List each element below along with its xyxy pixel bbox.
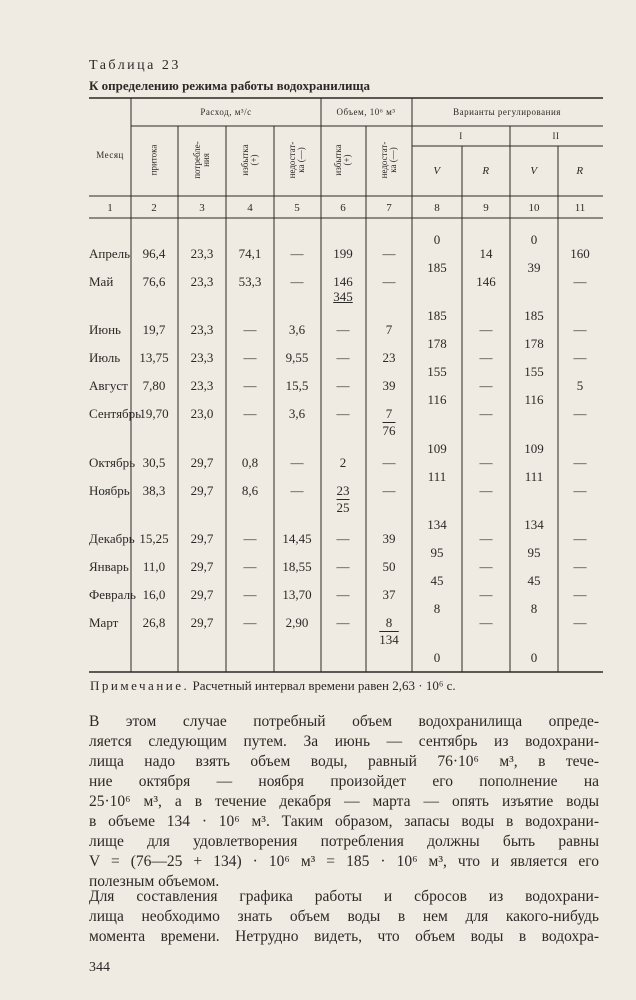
note-text: Расчетный интервал времени равен 2,63 · 10⁶ с. [192,678,456,693]
variant-cell-v1: 111 [427,469,447,484]
column-number: 8 [434,202,440,214]
table-cell-inflow: 19,7 [142,322,166,337]
table-row-month: Февраль [89,587,136,602]
page-number: 344 [89,960,110,975]
header-v1: V [433,165,441,177]
variant-cell-v2: 109 [524,441,544,456]
paragraph-2 [89,887,599,947]
table-cell-deficit: — [290,246,304,261]
variant-cell-r1: — [479,350,493,365]
variant-cell-r2: — [573,531,587,546]
variant-cell-v1: 0 [433,650,441,665]
paragraph-line: В этом случае потребный объем водохранилища опреде- [89,713,599,730]
column-number: 6 [340,202,346,214]
variant-cell-r1: — [479,531,493,546]
table-cell-surplus: — [243,615,257,630]
table-row-month: Октябрь [89,455,136,470]
variant-cell-r2: — [573,274,587,289]
variant-cell-r1: 14 [479,246,493,261]
table-cell-demand: 29,7 [190,587,214,602]
table-cell-surplus: — [243,350,257,365]
table-cell-inflow: 96,4 [142,246,166,261]
variant-cell-r2: — [573,483,587,498]
table-cell-vol-deficit: 50 [382,559,396,574]
column-number: 11 [574,202,586,214]
table-cell-vol-deficit: 7 [385,322,393,337]
table-cell-inflow: 76,6 [142,274,166,289]
header-vol-deficit: недостат- ка (—) [379,141,398,179]
column-number: 5 [294,202,300,214]
table-cell-vol-deficit: 39 [382,531,396,546]
subtotal-345: 345 [333,289,353,304]
variant-cell-r2: — [573,587,587,602]
note-label: Примечание. [90,678,190,693]
table-cell-demand: 29,7 [190,615,214,630]
table-cell-surplus: — [243,559,257,574]
table-cell-inflow: 13,75 [139,350,169,365]
table-cell-vol-surplus: — [336,406,350,421]
table-row-month: Май [89,274,114,289]
table-cell-surplus: — [243,531,257,546]
variant-cell-v2: 178 [524,336,544,351]
header-flow-group: Расход, м³/с [200,107,252,117]
table-row-month: Июнь [89,322,121,337]
table-cell-vol-surplus: — [336,531,350,546]
column-number: 7 [386,202,392,214]
table-cell-surplus: — [243,406,257,421]
variant-cell-r1: — [479,455,493,470]
variant-cell-r2: — [573,559,587,574]
table-cell-demand: 23,0 [190,406,214,421]
header-r1: R [482,165,490,177]
table-cell-inflow: 19,70 [139,406,169,421]
variant-cell-r1: — [479,378,493,393]
table-cell-vol-deficit: 7 [385,406,393,421]
table-cell-demand: 23,3 [190,246,214,261]
subtotal-76: 76 [382,423,396,438]
header-variant-2: II [552,131,560,141]
table-cell-vol-surplus: — [336,559,350,574]
variant-cell-r2: — [573,615,587,630]
paragraph-line: ляется следующим путем. За июнь — сентябрь из водохрани- [89,733,599,750]
paragraph-line: Для составления графика работы и сбросов из водохрани- [89,888,599,905]
table-cell-demand: 29,7 [190,455,214,470]
header-v2: V [530,165,538,177]
table-cell-vol-surplus: — [336,587,350,602]
variant-cell-r1: — [479,322,493,337]
subtotal-134: 134 [379,632,399,647]
header-volume-group: Объем, 10⁶ м³ [336,107,396,117]
table-cell-vol-surplus: — [336,350,350,365]
table-cell-vol-surplus: — [336,378,350,393]
table-cell-vol-deficit: — [382,274,396,289]
paragraph-line: ние октября — ноября произойдет его пополнение на [89,773,599,790]
table-cell-vol-deficit: 39 [382,378,396,393]
table-cell-vol-deficit: — [382,483,396,498]
table-cell-demand: 23,3 [190,274,214,289]
header-r2: R [576,165,584,177]
subtotal-25: 25 [336,500,350,515]
table-cell-deficit: 3,6 [288,322,306,337]
variant-cell-r1: — [479,615,493,630]
table-cell-surplus: — [243,322,257,337]
table-row-month: Август [89,378,128,393]
column-number: 1 [107,202,113,214]
table-cell-surplus: 74,1 [238,246,262,261]
variant-cell-v2: 45 [527,573,541,588]
table-cell-vol-deficit: — [382,246,396,261]
table-row-month: Июль [89,350,121,365]
table-row-month: Сентябрь [89,406,142,421]
table-cell-inflow: 30,5 [142,455,166,470]
table-cell-deficit: 3,6 [288,406,306,421]
header-variant-1: I [459,131,463,141]
variant-cell-r2: 160 [570,246,590,261]
paragraph-line: V = (76—25 + 134) · 10⁶ м³ = 185 · 10⁶ м³, что и является его [89,853,599,870]
variant-cell-v1: 178 [427,336,447,351]
table-cell-inflow: 16,0 [142,587,166,602]
column-number: 10 [528,202,540,214]
table-cell-deficit: 14,45 [282,531,312,546]
variant-cell-v2: 134 [524,517,544,532]
paragraph-line: момента времени. Нетрудно видеть, что объем воды в водохра- [89,928,599,945]
table-cell-vol-surplus: 199 [333,246,353,261]
table-cell-deficit: 18,55 [282,559,312,574]
variant-cell-v1: 109 [427,441,447,456]
table-cell-vol-surplus: 2 [339,455,347,470]
variant-cell-r1: 146 [476,274,496,289]
variant-cell-v1: 185 [427,260,447,275]
header-demand: потребле- ния [192,141,211,179]
variant-cell-v1: 134 [427,517,447,532]
column-number: 9 [483,202,489,214]
table-cell-inflow: 7,80 [142,378,166,393]
paragraph-line: лища надо взять объем воды, равный 76·10⁶ м³, в тече- [89,753,599,770]
table-row-month: Январь [89,559,129,574]
table-cell-demand: 23,3 [190,350,214,365]
table-cell-vol-surplus: 146 [333,274,353,289]
table-cell-surplus: 53,3 [238,274,262,289]
variant-cell-r1: — [479,587,493,602]
variant-cell-v2: 0 [530,650,538,665]
variant-cell-v2: 95 [527,545,541,560]
table-row-month: Ноябрь [89,483,130,498]
variant-cell-r1: — [479,559,493,574]
paragraph-line: лища необходимо знать объем воды в нем для какого-нибудь [89,908,599,925]
header-deficit: недостат- ка (—) [287,141,306,179]
table-cell-vol-surplus: 23 [336,483,350,498]
variant-cell-r2: — [573,455,587,470]
header-variants-group: Варианты регулирования [453,107,561,117]
column-number: 3 [199,202,205,214]
variant-cell-v1: 45 [430,573,444,588]
paragraph-line: 25·10⁶ м³, а в течение декабря — марта — опять изъятие воды [89,793,599,810]
column-number: 2 [151,202,157,214]
table-cell-surplus: 0,8 [241,455,259,470]
variant-cell-v1: 185 [427,308,447,323]
table-cell-deficit: — [290,274,304,289]
header-month: Месяц [96,150,124,160]
paragraph-1 [89,712,599,892]
table-cell-deficit: 2,90 [285,615,309,630]
table-cell-vol-surplus: — [336,615,350,630]
variant-cell-v1: 116 [427,392,447,407]
variant-cell-r2: — [573,406,587,421]
variant-cell-v1: 155 [427,364,447,379]
variant-cell-v2: 116 [524,392,544,407]
table-cell-demand: 23,3 [190,378,214,393]
table-cell-inflow: 26,8 [142,615,166,630]
variant-cell-r2: — [573,322,587,337]
table-cell-surplus: 8,6 [241,483,259,498]
table-cell-surplus: — [243,587,257,602]
table-cell-vol-deficit: — [382,455,396,470]
table-cell-vol-surplus: — [336,322,350,337]
table-cell-vol-deficit: 8 [385,615,393,630]
table-cell-deficit: 13,70 [282,587,312,602]
table-row-month: Апрель [89,246,131,261]
variant-cell-v2: 185 [524,308,544,323]
header-vol-surplus: избытка (+) [333,144,352,176]
table-cell-demand: 29,7 [190,483,214,498]
table-cell-vol-deficit: 23 [382,350,396,365]
table-cell-deficit: — [290,455,304,470]
table-cell-deficit: 9,55 [285,350,309,365]
variant-cell-v2: 155 [524,364,544,379]
paragraph-line: лище для удовлетворения потребления должны быть равны [89,833,599,850]
variant-cell-v2: 39 [527,260,541,275]
table-cell-inflow: 15,25 [139,531,169,546]
variant-cell-v2: 0 [530,232,538,247]
table-cell-demand: 23,3 [190,322,214,337]
column-number: 4 [247,202,253,214]
header-inflow: притока [148,144,159,176]
variant-cell-r2: 5 [576,378,584,393]
paragraph-line: полезным объемом. [89,873,220,890]
table-row-month: Март [89,615,119,630]
variant-cell-r1: — [479,406,493,421]
table-cell-vol-deficit: 37 [382,587,396,602]
variant-cell-v1: 95 [430,545,444,560]
table-row-month: Декабрь [89,531,135,546]
table-cell-demand: 29,7 [190,559,214,574]
variant-cell-v1: 8 [433,601,441,616]
table-cell-demand: 29,7 [190,531,214,546]
table-caption-title: К определению режима работы водохранилища [89,78,370,93]
table-cell-deficit: 15,5 [285,378,309,393]
variant-cell-r2: — [573,350,587,365]
table-cell-inflow: 11,0 [142,559,166,574]
variant-cell-v2: 111 [524,469,544,484]
header-surplus: избытка (+) [240,144,259,176]
table-cell-surplus: — [243,378,257,393]
variant-cell-r1: — [479,483,493,498]
table-note [90,678,456,694]
table-cell-inflow: 38,3 [142,483,166,498]
variant-cell-v1: 0 [433,232,441,247]
table-cell-deficit: — [290,483,304,498]
paragraph-line: в объеме 134 · 10⁶ м³. Таким образом, запасы воды в водохрани- [89,813,599,830]
variant-cell-v2: 8 [530,601,538,616]
table-caption-number: Таблица 23 [89,58,181,73]
